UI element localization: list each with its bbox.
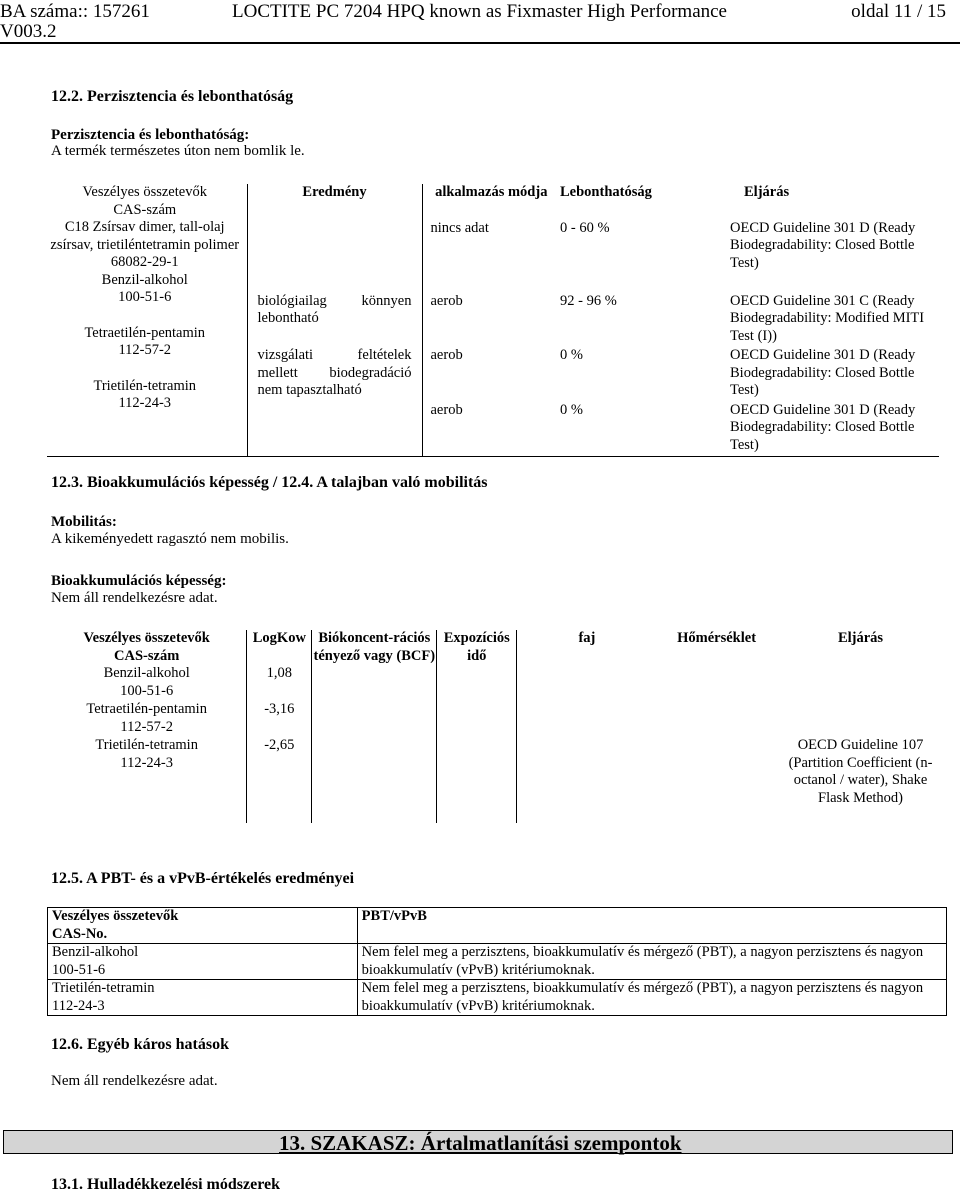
result-cell: biológiailag könnyen lebontható — [247, 293, 422, 348]
species-cell — [517, 665, 657, 701]
bioacc-header-row — [47, 630, 945, 665]
component-cas: 112-57-2 — [120, 718, 173, 735]
degradability-cell: 0 - 60 % — [560, 219, 610, 236]
document-number: BA száma:: 157261 — [0, 1, 150, 22]
header-cas: CAS-szám — [114, 647, 180, 664]
degradability-cell: 0 % — [560, 401, 583, 418]
table-row — [48, 944, 947, 980]
bcf-cell — [312, 665, 437, 701]
component-name: Benzil-alkohol — [103, 665, 190, 681]
table-row — [47, 665, 945, 701]
table-row — [47, 737, 945, 823]
component-name: Tetraetilén-pentamin — [84, 324, 206, 341]
pbt-header-row — [48, 908, 947, 944]
components-cell — [47, 184, 247, 457]
header-component: Veszélyes összetevők — [82, 184, 207, 200]
section-12-6-title: 12.6. Egyéb káros hatások — [51, 1036, 229, 1053]
application-cell: nincs adat — [430, 219, 489, 236]
component-cas: 68082-29-1 — [110, 254, 179, 270]
component-name: Tetraetilén-pentamin — [86, 701, 207, 717]
header-component-cas — [47, 630, 247, 665]
section-13-1-title: 13.1. Hulladékkezelési módszerek — [51, 1176, 281, 1193]
pbt-cell: Nem felel meg a perzisztens, bioakkumulatív és mérgező (PBT), a nagyon perzisztens és nagyon bioakkumulatív (vPvB) kritériumoknak. — [357, 944, 946, 980]
section-13-title: 13. SZAKASZ: Ártalmatlanítási szempontok — [279, 1131, 682, 1155]
procedure-cell: OECD Guideline 107 (Partition Coefficient (n-octanol / water), Shake Flask Method) — [788, 737, 933, 806]
mobility-text: A kikeményedett ragasztó nem mobilis. — [51, 531, 289, 547]
result-cell — [247, 220, 422, 293]
header-result: Eredmény — [247, 184, 422, 220]
degradation-header-row — [47, 184, 939, 220]
application-cell: aerob — [430, 292, 463, 309]
exposure-cell — [437, 701, 517, 737]
persistence-subtitle: Perzisztencia és lebonthatóság: — [51, 127, 250, 143]
component-name: Trietilén-tetramin — [95, 737, 198, 753]
header-procedure: Eljárás — [837, 630, 884, 646]
page-number: oldal 11 / 15 — [851, 1, 946, 22]
logkow-cell: -3,16 — [247, 701, 312, 737]
exposure-cell — [437, 737, 517, 823]
exposure-cell — [437, 665, 517, 701]
bioaccumulation-subtitle: Bioakkumulációs képesség: — [51, 573, 227, 589]
bioaccumulation-table — [47, 630, 945, 823]
component-name: Benzil-alkohol — [52, 944, 139, 960]
pbt-cell: Nem felel meg a perzisztens, bioakkumulatív és mérgező (PBT), a nagyon perzisztens és nagyon bioakkumulatív (vPvB) kritériumoknak. — [357, 980, 946, 1016]
header-temperature: Hőmérséklet — [677, 630, 757, 646]
species-cell — [517, 737, 657, 823]
persistence-text: A termék természetes úton nem bomlik le. — [51, 143, 305, 159]
table-row — [47, 701, 945, 737]
component-cas: 100-51-6 — [120, 682, 174, 699]
procedure-cell: OECD Guideline 301 D (Ready Biodegradability: Closed Bottle Test) — [730, 219, 916, 271]
temperature-cell — [657, 665, 777, 701]
procedure-cell: OECD Guideline 301 D (Ready Biodegradability: Closed Bottle Test) — [730, 347, 916, 398]
degradation-table — [47, 184, 939, 457]
component-cas: 100-51-6 — [52, 961, 106, 978]
header-species: faj — [578, 630, 596, 646]
component-cas: 112-24-3 — [118, 395, 172, 411]
component-name: Trietilén-tetramin — [52, 980, 155, 996]
result-cell — [247, 402, 422, 457]
logkow-cell: 1,08 — [247, 665, 312, 701]
header-cas: CAS-No. — [52, 925, 108, 942]
header-component: Veszélyes összetevők — [83, 630, 210, 646]
logkow-cell: -2,65 — [247, 737, 312, 823]
mobility-subtitle: Mobilitás: — [51, 514, 117, 530]
application-cell: aerob — [430, 401, 463, 418]
procedure-cell: OECD Guideline 301 D (Ready Biodegradability: Closed Bottle Test) — [730, 401, 916, 453]
bcf-cell — [312, 701, 437, 737]
procedure-cell — [777, 701, 945, 737]
section-12-3-title: 12.3. Bioakkumulációs képesség / 12.4. A talajban való mobilitás — [51, 474, 488, 491]
degradability-cell: 0 % — [560, 347, 583, 363]
component-cell — [47, 701, 247, 737]
component-cas: 112-24-3 — [52, 997, 105, 1014]
header-exposure: Expozíciós idő — [437, 630, 517, 665]
component-cas: 112-57-2 — [118, 342, 172, 358]
species-cell — [517, 701, 657, 737]
component-name: Benzil-alkohol — [101, 271, 188, 288]
header-cas: CAS-szám — [113, 201, 177, 218]
other-effects-text: Nem áll rendelkezésre adat. — [51, 1073, 218, 1089]
degradability-cell: 92 - 96 % — [560, 292, 617, 309]
component-cell — [47, 737, 247, 823]
header-pbt: PBT/vPvB — [357, 908, 946, 944]
page-header — [0, 0, 960, 44]
component-name: C18 Zsírsav dimer, tall-olaj zsírsav, trietiléntetramin polimer — [50, 219, 240, 253]
header-application: alkalmazás módja — [435, 184, 548, 200]
pbt-header-component — [48, 908, 358, 944]
pbt-table — [47, 907, 947, 1016]
section-12-5-title: 12.5. A PBT- és a vPvB-értékelés eredményei — [51, 870, 355, 887]
document-version: V003.2 — [0, 21, 57, 42]
section-13-banner — [3, 1130, 953, 1154]
temperature-cell — [657, 701, 777, 737]
component-cas: 112-24-3 — [120, 754, 173, 771]
component-cell — [47, 665, 247, 701]
header-degradability: Lebonthatóság — [560, 184, 652, 200]
header-component: Veszélyes összetevők — [52, 908, 179, 924]
component-cell — [48, 944, 358, 980]
result-cell: vizsgálati feltételek mellett biodegradáció nem tapasztalható — [247, 347, 422, 402]
header-bcf: Biókoncent-rációs tényező vagy (BCF) — [313, 630, 436, 664]
header-logkow: LogKow — [247, 630, 312, 665]
temperature-cell — [657, 737, 777, 823]
application-cell: aerob — [430, 347, 463, 363]
component-name: Trietilén-tetramin — [93, 377, 197, 394]
product-name: LOCTITE PC 7204 HPQ known as Fixmaster High Performance — [232, 1, 727, 22]
component-cas: 100-51-6 — [118, 289, 172, 305]
bcf-cell — [312, 737, 437, 823]
procedure-cell — [777, 665, 945, 701]
component-cell — [48, 980, 358, 1016]
table-row — [48, 980, 947, 1016]
section-12-2-title: 12.2. Perzisztencia és lebonthatóság — [51, 88, 294, 105]
bioaccumulation-text: Nem áll rendelkezésre adat. — [51, 590, 218, 606]
procedure-cell: OECD Guideline 301 C (Ready Biodegradability: Modified MITI Test (I)) — [730, 292, 925, 344]
header-procedure: Eljárás — [744, 184, 790, 200]
